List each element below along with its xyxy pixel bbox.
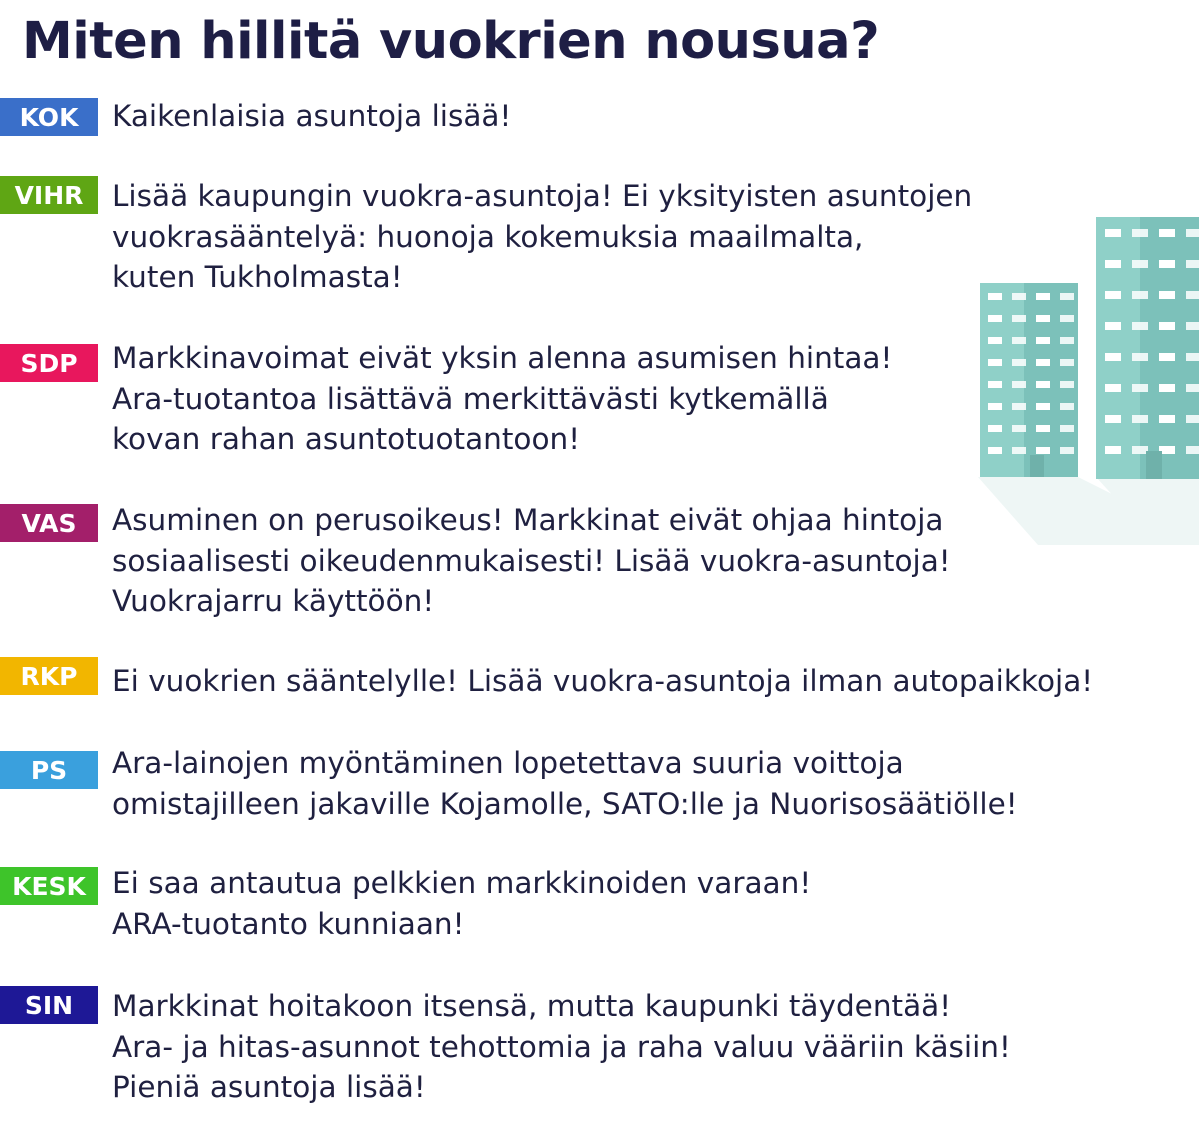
party-badge: RKP — [0, 657, 98, 695]
party-badge: VIHR — [0, 176, 98, 214]
party-statement: Markkinavoimat eivät yksin alenna asumisen hintaa! Ara-tuotantoa lisättävä merkittävästi kytkemällä kovan rahan asuntotuotantoon! — [112, 341, 893, 456]
party-statement: Markkinat hoitakoon itsensä, mutta kaupunki täydentää! Ara- ja hitas-asunnot tehottomia ja raha valuu vääriin käsiin! Pieniä asuntoja lisää! — [112, 989, 1011, 1104]
page-title: Miten hillitä vuokrien nousua? — [22, 12, 880, 71]
party-statement: Kaikenlaisia asuntoja lisää! — [112, 99, 512, 133]
party-statement: Ei vuokrien sääntelylle! Lisää vuokra-asuntoja ilman autopaikkoja! — [112, 664, 1094, 698]
party-statement: Asuminen on perusoikeus! Markkinat eivät ohjaa hintoja sosiaalisesti oikeudenmukaisesti! Lisää vuokra-asuntoja! Vuokrajarru käyttöön! — [112, 503, 951, 618]
party-statement: Lisää kaupungin vuokra-asuntoja! Ei yksityisten asuntojen vuokrasääntelyä: huonoja kokemuksia maailmalta, kuten Tukholmasta! — [112, 179, 973, 294]
apartment-buildings-icon — [978, 215, 1199, 545]
party-badge: KOK — [0, 98, 98, 136]
party-badge: VAS — [0, 504, 98, 542]
party-statement: Ei saa antautua pelkkien markkinoiden varaan! ARA-tuotanto kunniaan! — [112, 866, 812, 941]
party-badge: PS — [0, 751, 98, 789]
party-badge: SDP — [0, 344, 98, 382]
party-badge: SIN — [0, 986, 98, 1024]
party-statement: Ara-lainojen myöntäminen lopetettava suuria voittoja omistajilleen jakaville Kojamolle, SATO:lle ja Nuorisosäätiölle! — [112, 746, 1018, 821]
party-badge: KESK — [0, 867, 98, 905]
